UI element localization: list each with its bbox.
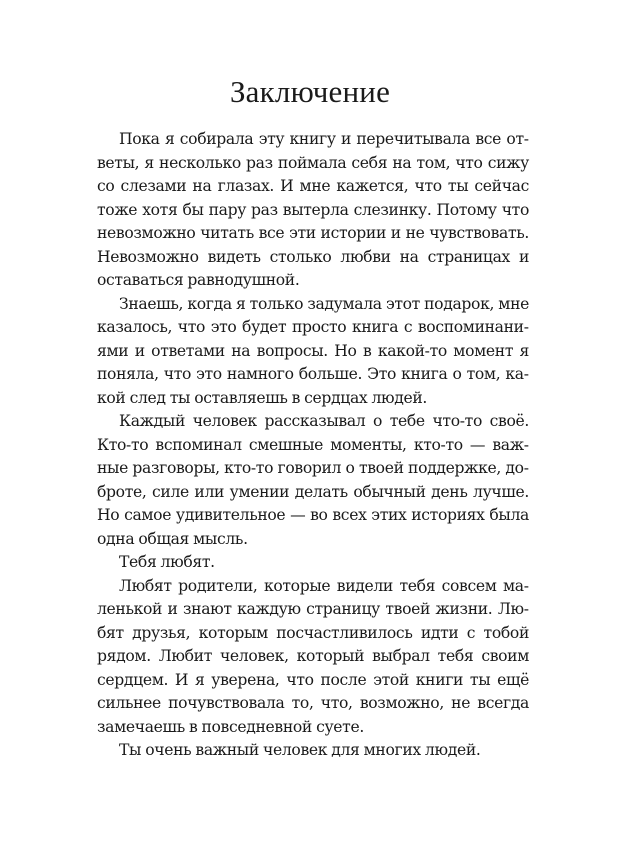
- paragraph-3: Каждый человек рассказывал о тебе что-то своё. Кто-то вспоминал смешные моменты, кто-то — важные разговоры, кто-то говорил о твоей поддержке, доброте, силе или умении делать обычный день лучше. Но самое удивительное — во всех этих историях была одна общая мысль.: [97, 412, 529, 548]
- paragraph-5: Любят родители, которые видели тебя совсем маленькой и знают каждую страницу твоей жизни. Любят друзья, которым посчастливилось идти с тобой рядом. Любит человек, который выбрал тебя своим сердцем. И я уверена, что после этой книги ты ещё сильнее почувствовала то, что, возможно, не всегда замечаешь в повседневной суете.: [97, 576, 529, 736]
- chapter-title: Заключение: [229, 74, 391, 109]
- paragraph-2: Знаешь, когда я только задумала этот подарок, мне казалось, что это будет просто книга с воспоминаниями и ответами на вопросы. Но в какой-то момент я поняла, что это намного больше. Это книга о том, какой след ты оставляешь в сердцах людей.: [97, 294, 529, 407]
- chapter-body: [97, 128, 529, 763]
- paragraph-1: Пока я собирала эту книгу и перечитывала все ответы, я несколько раз поймала себя на том, что сижу со слезами на глазах. И мне кажется, что ты сейчас тоже хотя бы пару раз вытерла слезинку. Потому что невозможно читать все эти истории и не чувствовать. Невозможно видеть столько любви на страницах и оставаться равнодушной.: [97, 130, 529, 289]
- paragraph-4: Тебя любят.: [119, 553, 215, 571]
- paragraph-6: Ты очень важный человек для многих людей.: [119, 741, 481, 759]
